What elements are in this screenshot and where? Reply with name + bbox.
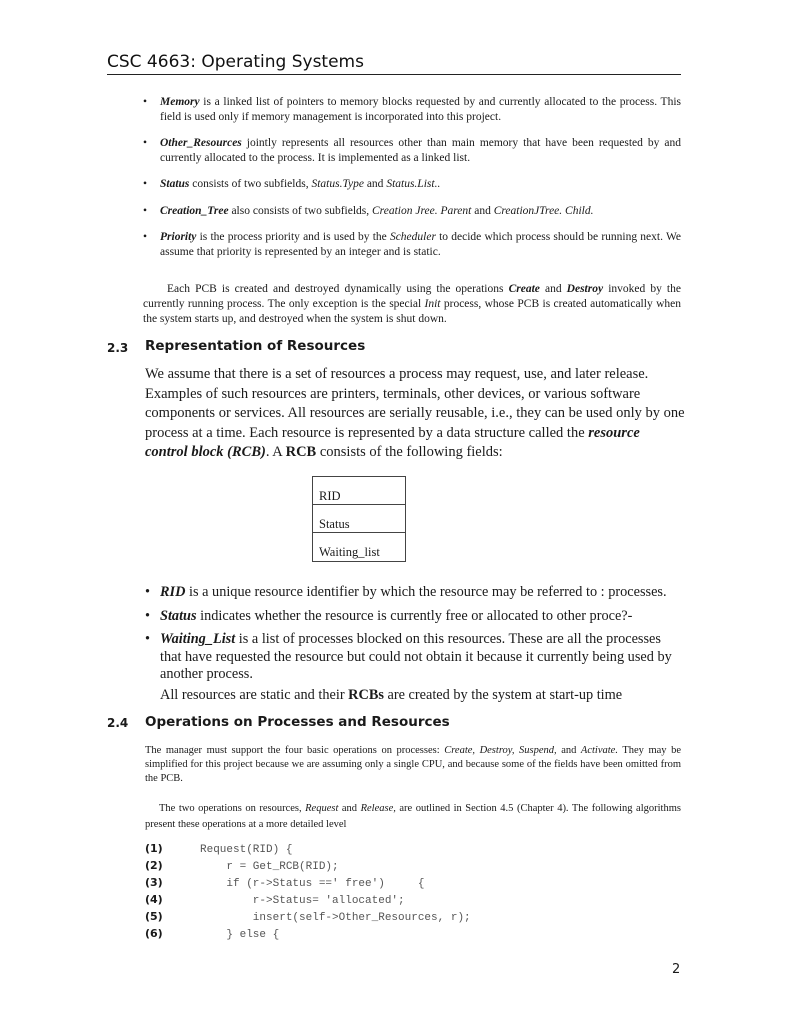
header-rule [107,74,681,75]
field-name: Memory [160,96,200,108]
code-line [145,909,665,926]
rcb-static-note [160,686,690,706]
field-desc: and [471,204,494,217]
code-line [145,875,665,892]
rcb-field-list [145,584,685,690]
op-request: Request [305,803,339,814]
op-activate: Activate. [580,745,618,756]
process-ops: Create, Destroy, Suspend, [444,745,557,756]
text: and [556,745,581,756]
list-item [143,204,681,219]
line-number: (3) [145,876,163,889]
section-number: 2.4 [107,716,129,730]
code-line [145,858,665,875]
field-name: Other_Resources [160,137,242,149]
field-desc: is a list of processes blocked on this resources. These are all the processes that have requested the resource but could not obtain it because it currently being used by another process. [160,631,672,682]
section-2-4-paragraph-2 [145,801,681,833]
code-text: } else { [200,929,280,941]
field-desc: is a linked list of pointers to memory blocks requested by and currently allocated to the process. This field is used only if memory management is incorporated into this project. [160,96,681,123]
code-line [145,841,665,858]
subfield: CreationJTree. Child. [493,204,594,217]
text: Each PCB is created and destroyed dynamically using the operations [167,283,509,295]
rcbs-term: RCBs [348,687,384,703]
text: consists of the following fields: [316,444,503,460]
list-item [143,95,681,124]
line-number: (6) [145,927,163,940]
field-desc: to decide which process should be running next. We assume that priority is represented by an integer and is static. [160,231,681,258]
line-number: (2) [145,859,163,872]
list-item [145,584,685,602]
rcb-row: Status [313,505,405,533]
text: . A [265,444,286,460]
list-item [143,177,681,192]
code-text: if (r->Status ==' free') { [200,878,425,890]
code-listing [145,841,665,943]
field-name: Status [160,178,190,190]
line-number: (4) [145,893,163,906]
subfield: Status.List.. [386,178,441,190]
text: process, whose PCB is created automatically when the system starts up, and destroyed when the system is shut down. [143,298,681,325]
field-desc: jointly represents all resources other than main memory that have been requested by and currently allocated to the process. It is implemented as a linked list. [160,137,681,164]
text: invoked by the currently running process. The only exception is the special [143,283,681,310]
course-header: CSC 4663: Operating Systems [107,52,364,72]
field-name: RID [160,584,186,600]
field-desc: is a unique resource identifier by which the resource may be referred to : processes. [185,584,667,600]
code-text: Request(RID) { [200,844,293,856]
line-number: (5) [145,910,163,923]
field-name: Creation_Tree [160,204,229,217]
list-item [145,631,685,684]
section-2-3-paragraph [145,365,685,463]
section-number: 2.3 [107,341,129,355]
code-text: r->Status= 'allocated'; [200,895,405,907]
code-text: r = Get_RCB(RID); [200,861,339,873]
rcb-term: resource control block (RCB) [145,424,640,460]
code-line [145,926,665,943]
subfield: Scheduler [389,231,436,243]
section-title: Operations on Processes and Resources [145,714,450,730]
subfield: Status.Type [311,178,364,190]
rcb-abbr: RCB [285,444,317,460]
text: The two operations on resources, [159,803,306,814]
text: and [338,803,361,814]
rcb-row: Waiting_list [319,545,380,559]
pcb-paragraph [143,282,681,327]
rcb-structure-table [312,476,406,562]
text: All resources are static and their [160,687,349,703]
text: We assume that there is a set of resources a process may request, use, and later release. Examples of such resources are printers, terminals, other devices, or various software components or services. All resources are serially reusable, i.e., they can be used only by one process at a time. Each resource is represented by a data structure called the [145,366,685,441]
line-number: (1) [145,842,163,855]
text: are outlined in Section 4.5 (Chapter 4). The following algorithms present these operations at a more detailed level [145,803,681,830]
list-item [145,608,685,626]
section-2-4-paragraph-1 [145,744,681,786]
field-desc: also consists of two subfields, [228,204,373,217]
code-text: insert(self->Other_Resources, r); [200,912,471,924]
text: are created by the system at start-up time [383,687,623,703]
list-item [143,136,681,165]
init-process: Init [424,298,441,310]
field-name: Waiting_List [160,631,236,647]
field-name: Status [160,607,197,624]
field-name: Priority [160,231,197,243]
section-title: Representation of Resources [145,338,366,354]
pcb-field-list [143,95,681,271]
rcb-row: RID [313,477,405,505]
code-line [145,892,665,909]
text: They may be simplified for this project because we are assuming only a single CPU, and because some of the fields have been omitted from the PCB. [145,745,681,784]
op-release: Release, [360,803,396,814]
field-desc: is the process priority and is used by the [196,231,390,243]
op-create: Create [508,283,540,295]
field-desc: and [363,178,387,190]
list-item [143,230,681,259]
field-desc: consists of two subfields, [189,178,312,190]
op-destroy: Destroy [566,283,604,295]
field-desc: indicates whether the resource is currently free or allocated to other proce?- [196,607,633,624]
text: and [539,283,567,295]
subfield: Creation Jree. Parent [372,204,472,217]
page-number: 2 [672,962,681,977]
text: The manager must support the four basic operations on processes: [145,745,445,756]
